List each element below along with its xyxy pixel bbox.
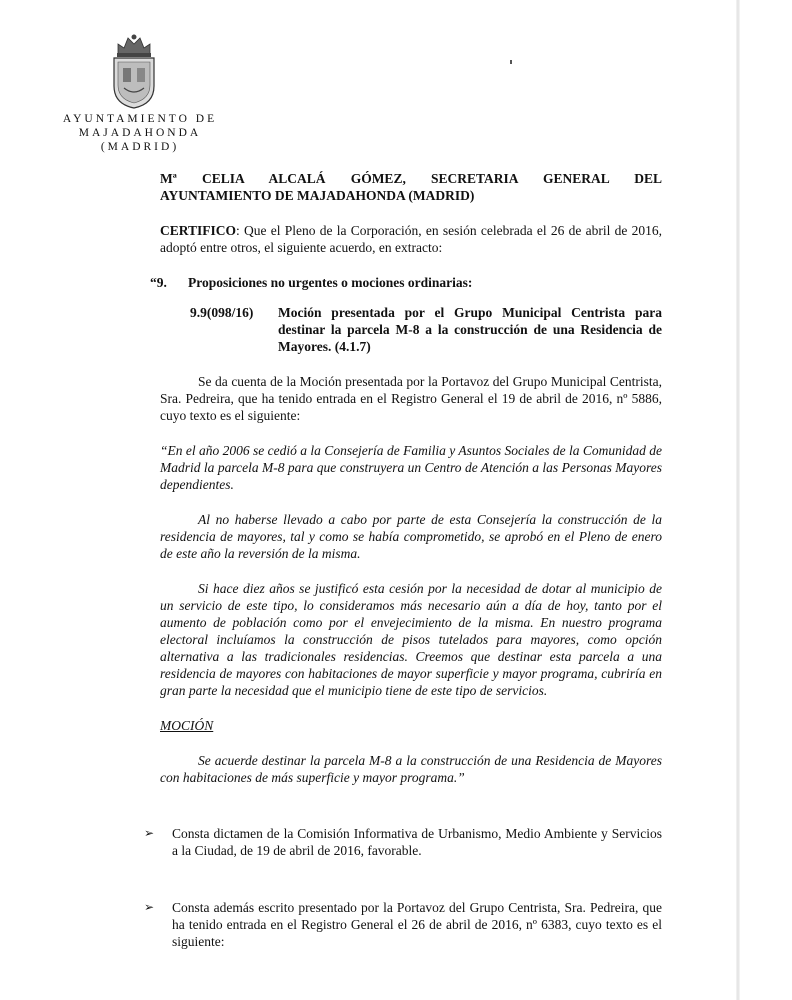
certifico-text: : Que el Pleno de la Corporación, en sesión celebrada el 26 de abril de 2016, adoptó entre otros, el siguiente acuerdo, en extracto: <box>160 223 662 255</box>
org-line-3: (MADRID) <box>100 141 180 153</box>
motion-number: 9.9(098/16) <box>190 305 254 320</box>
page-edge-shadow <box>736 0 740 1000</box>
mocion-heading: MOCIÓN <box>160 718 214 733</box>
title-line-1: Mª CELIA ALCALÁ GÓMEZ, SECRETARIA GENERAL DEL <box>160 171 662 186</box>
intro-paragraph: Se da cuenta de la Moción presentada por la Portavoz del Grupo Municipal Centrista, Sra. Pedreira, que ha tenido entrada en el Registro General el 19 de abril de 2016, nº 5886, cuyo texto es el siguiente: <box>160 374 662 423</box>
section-number: “9. <box>150 275 167 290</box>
section-title: Proposiciones no urgentes o mociones ordinarias: <box>188 275 473 290</box>
bullet-item-1 <box>144 825 662 859</box>
organization-name <box>40 112 240 154</box>
motion-heading <box>160 304 662 355</box>
org-line-2: MAJADAHONDA <box>78 127 202 139</box>
org-line-1: AYUNTAMIENTO DE <box>62 113 218 125</box>
arrow-bullet-icon: ➢ <box>144 900 155 914</box>
section-heading <box>150 274 662 291</box>
bullet-text-1: Consta dictamen de la Comisión Informativa de Urbanismo, Medio Ambiente y Servicios a la Ciudad, de 19 de abril de 2016, favorable. <box>172 826 662 858</box>
title-line-2: AYUNTAMIENTO DE MAJADAHONDA (MADRID) <box>160 188 475 203</box>
scan-speck <box>510 60 512 64</box>
mocion-paragraph: Se acuerde destinar la parcela M-8 a la construcción de una Residencia de Mayores con habitaciones de más superficie y mayor programa.” <box>160 753 662 785</box>
quote-paragraph-2: Al no haberse llevado a cabo por parte de esta Consejería la construcción de la residencia de mayores, tal y como se había comprometido, se aprobó en el Pleno de enero de este año la reversión de la misma. <box>160 512 662 561</box>
certifico-label: CERTIFICO <box>160 223 237 238</box>
quote-paragraph-3: Si hace diez años se justificó esta cesión por la necesidad de dotar al municipio de un servicio de este tipo, lo consideramos más necesario aún a día de hoy, tanto por el aumento de población como por el envejecimiento de la misma. En nuestro programa electoral incluíamos la construcción de pisos tutelados para mayores, como opción alternativa a las tradicionales residencias. Creemos que destinar esta parcela a una residencia de mayores con habitaciones de mayor superficie y mayor programa, cubriría en gran parte la necesidad que el municipio tiene de este tipo de servicios. <box>160 581 662 698</box>
quote-paragraph-1: “En el año 2006 se cedió a la Consejería de Familia y Asuntos Sociales de la Comunidad de Madrid la parcela M-8 para que construyera un Centro de Atención a las Personas Mayores dependientes. <box>160 443 662 492</box>
document-body <box>144 170 662 950</box>
coat-of-arms-icon <box>108 34 160 110</box>
bullet-text-2: Consta además escrito presentado por la Portavoz del Grupo Centrista, Sra. Pedreira, que ha tenido entrada en el Registro General el 26 de abril de 2016, nº 6383, cuyo texto es el siguiente: <box>172 900 662 949</box>
motion-title: Moción presentada por el Grupo Municipal Centrista para destinar la parcela M-8 a la construcción de una Residencia de Mayores. (4.1.7) <box>278 305 662 354</box>
arrow-bullet-icon: ➢ <box>144 826 155 840</box>
certifico-paragraph <box>160 222 662 256</box>
bullet-item-2 <box>144 899 662 950</box>
